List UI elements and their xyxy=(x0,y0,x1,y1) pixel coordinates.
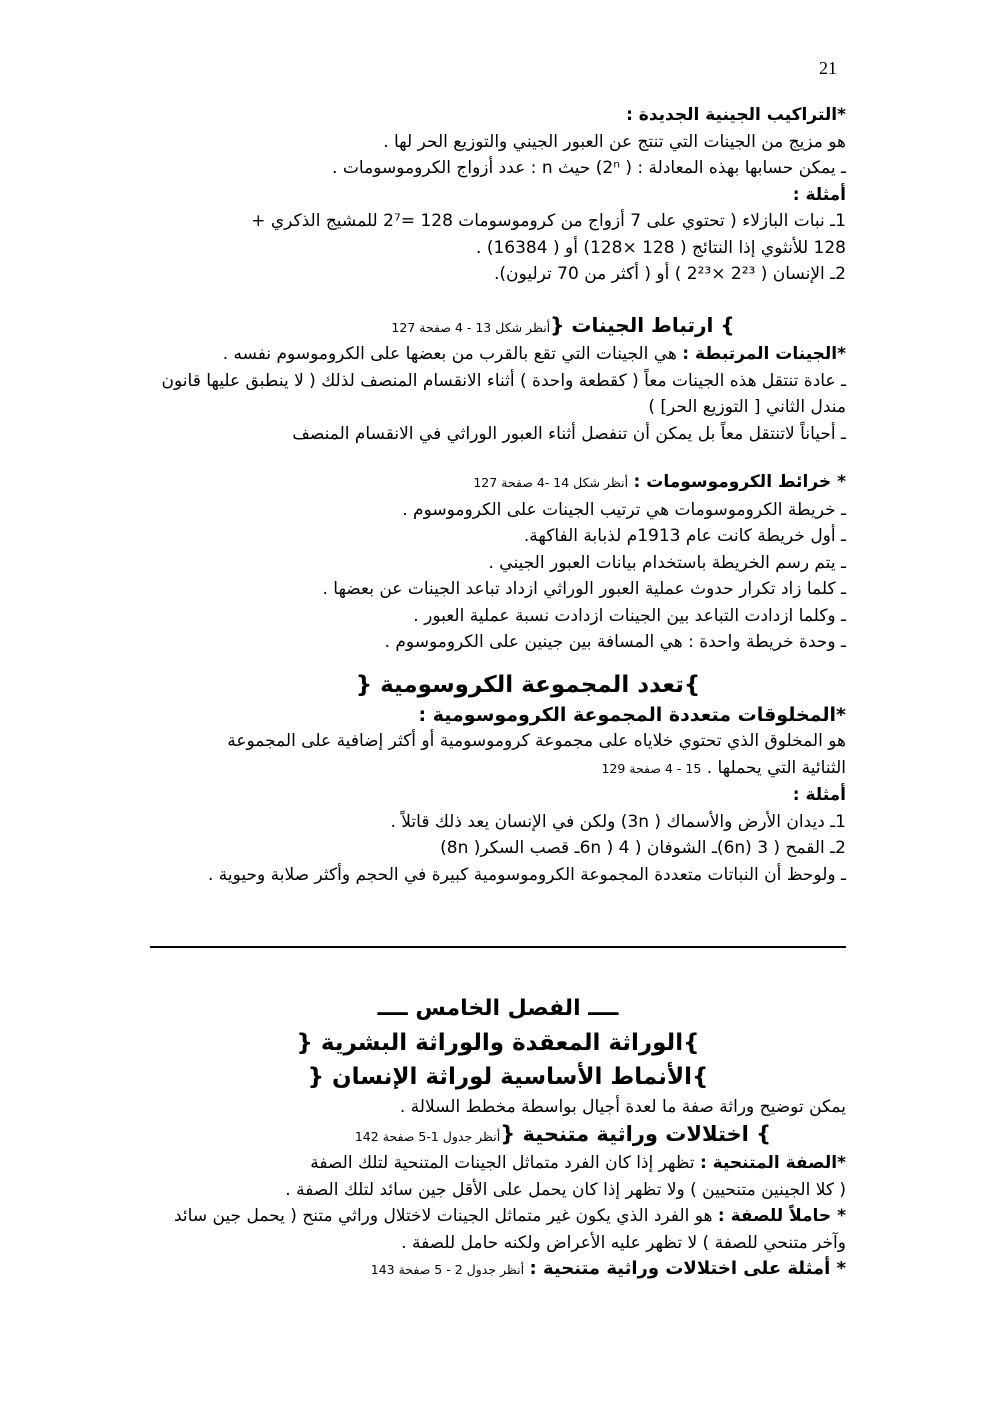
chapter-five xyxy=(150,992,846,1284)
section-ref: أنظر شكل 13 - 4 صفحة 127 xyxy=(391,319,551,335)
section-divider xyxy=(150,946,846,948)
paragraph: ( كلا الجينين متنحيين ) ولا تظهر إذا كان يحمل على الأقل جين سائد لتلك الصفة . xyxy=(285,1179,846,1200)
paragraph xyxy=(150,341,846,368)
section-ref: 15 - 4 صفحة 129 xyxy=(601,760,702,776)
page-body xyxy=(150,102,846,888)
example-item: 1ـ ديدان الأرض والأسماك ( 3n) ولكن في الإنسان يعد ذلك قاتلاً . xyxy=(390,811,846,832)
term: *الصفة المتنحية : xyxy=(699,1153,846,1173)
section-title: * خرائط الكروموسومات : xyxy=(633,472,846,492)
definition: تظهر إذا كان الفرد متماثل الجينات المتنحية لتلك الصفة xyxy=(310,1153,700,1173)
examples-heading xyxy=(150,1256,846,1284)
section-ref: أنظر جدول 1-5 صفحة 142 xyxy=(354,1128,501,1144)
definition: هي الجينات التي تقع بالقرب من بعضها على الكروموسوم نفسه . xyxy=(222,344,683,364)
list-item: ـ يتم رسم الخريطة باستخدام بيانات العبور الجيني . xyxy=(488,552,846,573)
paragraph xyxy=(150,1150,846,1177)
chapter-title: ــــ الفصل الخامس ــــ xyxy=(377,996,619,1021)
list-item: ـ أول خريطة كانت عام 1913م لذبابة الفاكهة. xyxy=(523,526,846,546)
example-item: 1ـ نبات البازلاء ( تحتوي على 7 أزواج من كروموسومات 128 =2⁷ للمشيج الذكري + xyxy=(251,211,846,231)
chapter-subtitle: }الوراثة المعقدة والوراثة البشرية { xyxy=(296,1030,700,1056)
section-title-new-combinations: *التراكيب الجينية الجديدة : xyxy=(626,105,846,125)
paragraph: ـ عادة تنتقل هذه الجينات معاً ( كقطعة واحدة ) أثناء الانقسام المنصف لذلك ( لا ينطبق عليها قانون مندل الثاني [ التوزيع الحر] ) xyxy=(161,370,846,417)
section-ref: أنظر شكل 14 -4 صفحة 127 xyxy=(473,475,629,490)
term: *الجينات المرتبطة : xyxy=(682,344,846,364)
examples-title: * أمثلة على اختلالات وراثية متنحية : xyxy=(529,1258,846,1279)
subsection-title: *المخلوقات متعددة المجموعة الكروموسومية : xyxy=(418,703,846,726)
section-heading-gene-linkage xyxy=(150,312,846,342)
paragraph: ـ أحياناً لاتنتقل معاً بل يمكن أن تنفصل أثناء العبور الوراثي في الانقسام المنصف xyxy=(292,423,846,444)
page-number: 21 xyxy=(819,58,837,78)
section-title: } ارتباط الجينات { xyxy=(550,312,735,337)
section-ref: أنظر جدول 2 - 5 صفحة 143 xyxy=(370,1262,525,1277)
paragraph: ـ يمكن حسابها بهذه المعادلة : ( 2ⁿ) حيث n : عدد أزواج الكروموسومات . xyxy=(332,158,846,178)
definition: هو الفرد الذي يكون غير متماثل الجينات لاختلال وراثي متنح ( يحمل جين سائد وآخر متنحي للصفة ) لا تظهر عليه الأعراض ولكنه حامل للصفة . xyxy=(174,1206,846,1253)
section-heading-chromosome-maps xyxy=(150,469,846,497)
section-heading-recessive-disorders xyxy=(150,1121,846,1151)
example-item-cont: 128 للأنثوي إذا النتائج ( 128 ×128) أو ( 16384) . xyxy=(476,237,846,258)
example-item: 2ـ الإنسان ( 2²³ ×2²³ ) أو ( أكثر من 70 ترليون). xyxy=(494,264,846,284)
examples-label: أمثلة : xyxy=(792,184,846,205)
list-item: ـ وحدة خريطة واحدة : هي المسافة بين جينين على الكروموسوم . xyxy=(384,632,846,652)
chapter-subtitle: }الأنماط الأساسية لوراثة الإنسان { xyxy=(307,1064,709,1090)
example-item: 2ـ القمح ( 3 (6n)ـ الشوفان ( 4 ( 6nـ قصب السكر( 8n) xyxy=(440,838,846,858)
list-item: ـ خريطة الكروموسومات هي ترتيب الجينات على الكروموسوم . xyxy=(402,499,846,520)
section-title-polyploidy: }تعدد المجموعة الكروسومية { xyxy=(355,671,701,698)
paragraph: يمكن توضيح وراثة صفة ما لعدة أجيال بواسطة مخطط السلالة . xyxy=(399,1097,846,1117)
list-item: ـ كلما زاد تكرار حدوث عملية العبور الوراثي ازداد تباعد الجينات عن بعضها . xyxy=(322,579,846,599)
paragraph xyxy=(150,1203,846,1256)
paragraph-end: الثنائية التي يحملها . xyxy=(706,757,846,778)
examples-label: أمثلة : xyxy=(792,785,846,805)
paragraph: هو مزيج من الجينات التي تنتج عن العبور الجيني والتوزيع الحر لها . xyxy=(383,131,846,152)
paragraph xyxy=(150,755,846,783)
term: * حاملاً للصفة : xyxy=(717,1206,846,1226)
list-item: ـ وكلما ازدادت التباعد بين الجينات ازدادت نسبة عملية العبور . xyxy=(413,605,846,626)
section-title: } اختلالات وراثية متنحية { xyxy=(500,1121,772,1146)
note: ـ ولوحظ أن النباتات متعددة المجموعة الكروموسومية كبيرة في الحجم وأكثر صلابة وحيوية . xyxy=(207,864,846,885)
paragraph: هو المخلوق الذي تحتوي خلاياه على مجموعة كروموسومية أو أكثر إضافية على المجموعة xyxy=(227,731,846,751)
